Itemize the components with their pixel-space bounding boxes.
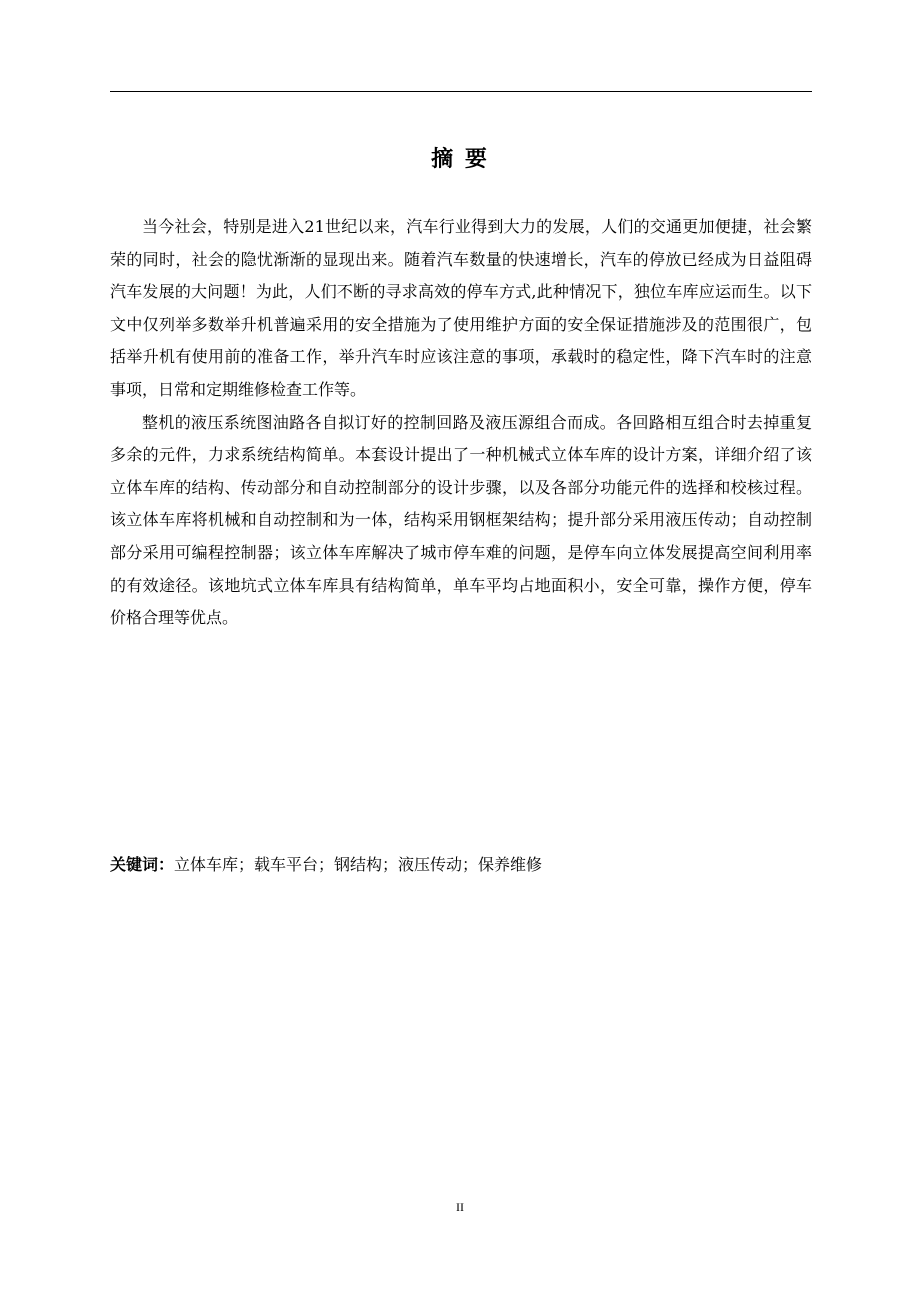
keywords-list: 立体车库；载车平台；钢结构；液压传动；保养维修	[174, 855, 543, 874]
header-rule	[110, 91, 812, 92]
keywords-line	[110, 851, 812, 879]
abstract-body	[110, 211, 812, 635]
abstract-paragraph-1: 当今社会，特别是进入21世纪以来，汽车行业得到大力的发展，人们的交通更加便捷，社会繁荣的同时，社会的隐忧渐渐的显现出来。随着汽车数量的快速增长，汽车的停放已经成为日益阻碍汽车发展的大问题！为此，人们不断的寻求高效的停车方式,此种情况下，独位车库应运而生。以下文中仅列举多数举升机普遍采用的安全措施为了使用维护方面的安全保证措施涉及的范围很广，包括举升机有使用前的准备工作，举升汽车时应该注意的事项，承载时的稳定性，降下汽车时的注意事项，日常和定期维修检查工作等。	[110, 217, 812, 399]
page-title: 摘 要	[431, 147, 489, 172]
keywords-label: 关键词：	[110, 855, 175, 874]
page-number: II	[456, 1200, 464, 1214]
abstract-paragraph-2: 整机的液压系统图油路各自拟订好的控制回路及液压源组合而成。各回路相互组合时去掉重复多余的元件，力求系统结构简单。本套设计提出了一种机械式立体车库的设计方案，详细介绍了该立体车库的结构、传动部分和自动控制部分的设计步骤，以及各部分功能元件的选择和校核过程。该立体车库将机械和自动控制和为一体，结构采用钢框架结构；提升部分采用液压传动；自动控制部分采用可编程控制器；该立体车库解决了城市停车难的问题，是停车向立体发展提高空间利用率的有效途径。该地坑式立体车库具有结构简单，单车平均占地面积小，安全可靠，操作方便，停车价格合理等优点。	[110, 412, 812, 628]
